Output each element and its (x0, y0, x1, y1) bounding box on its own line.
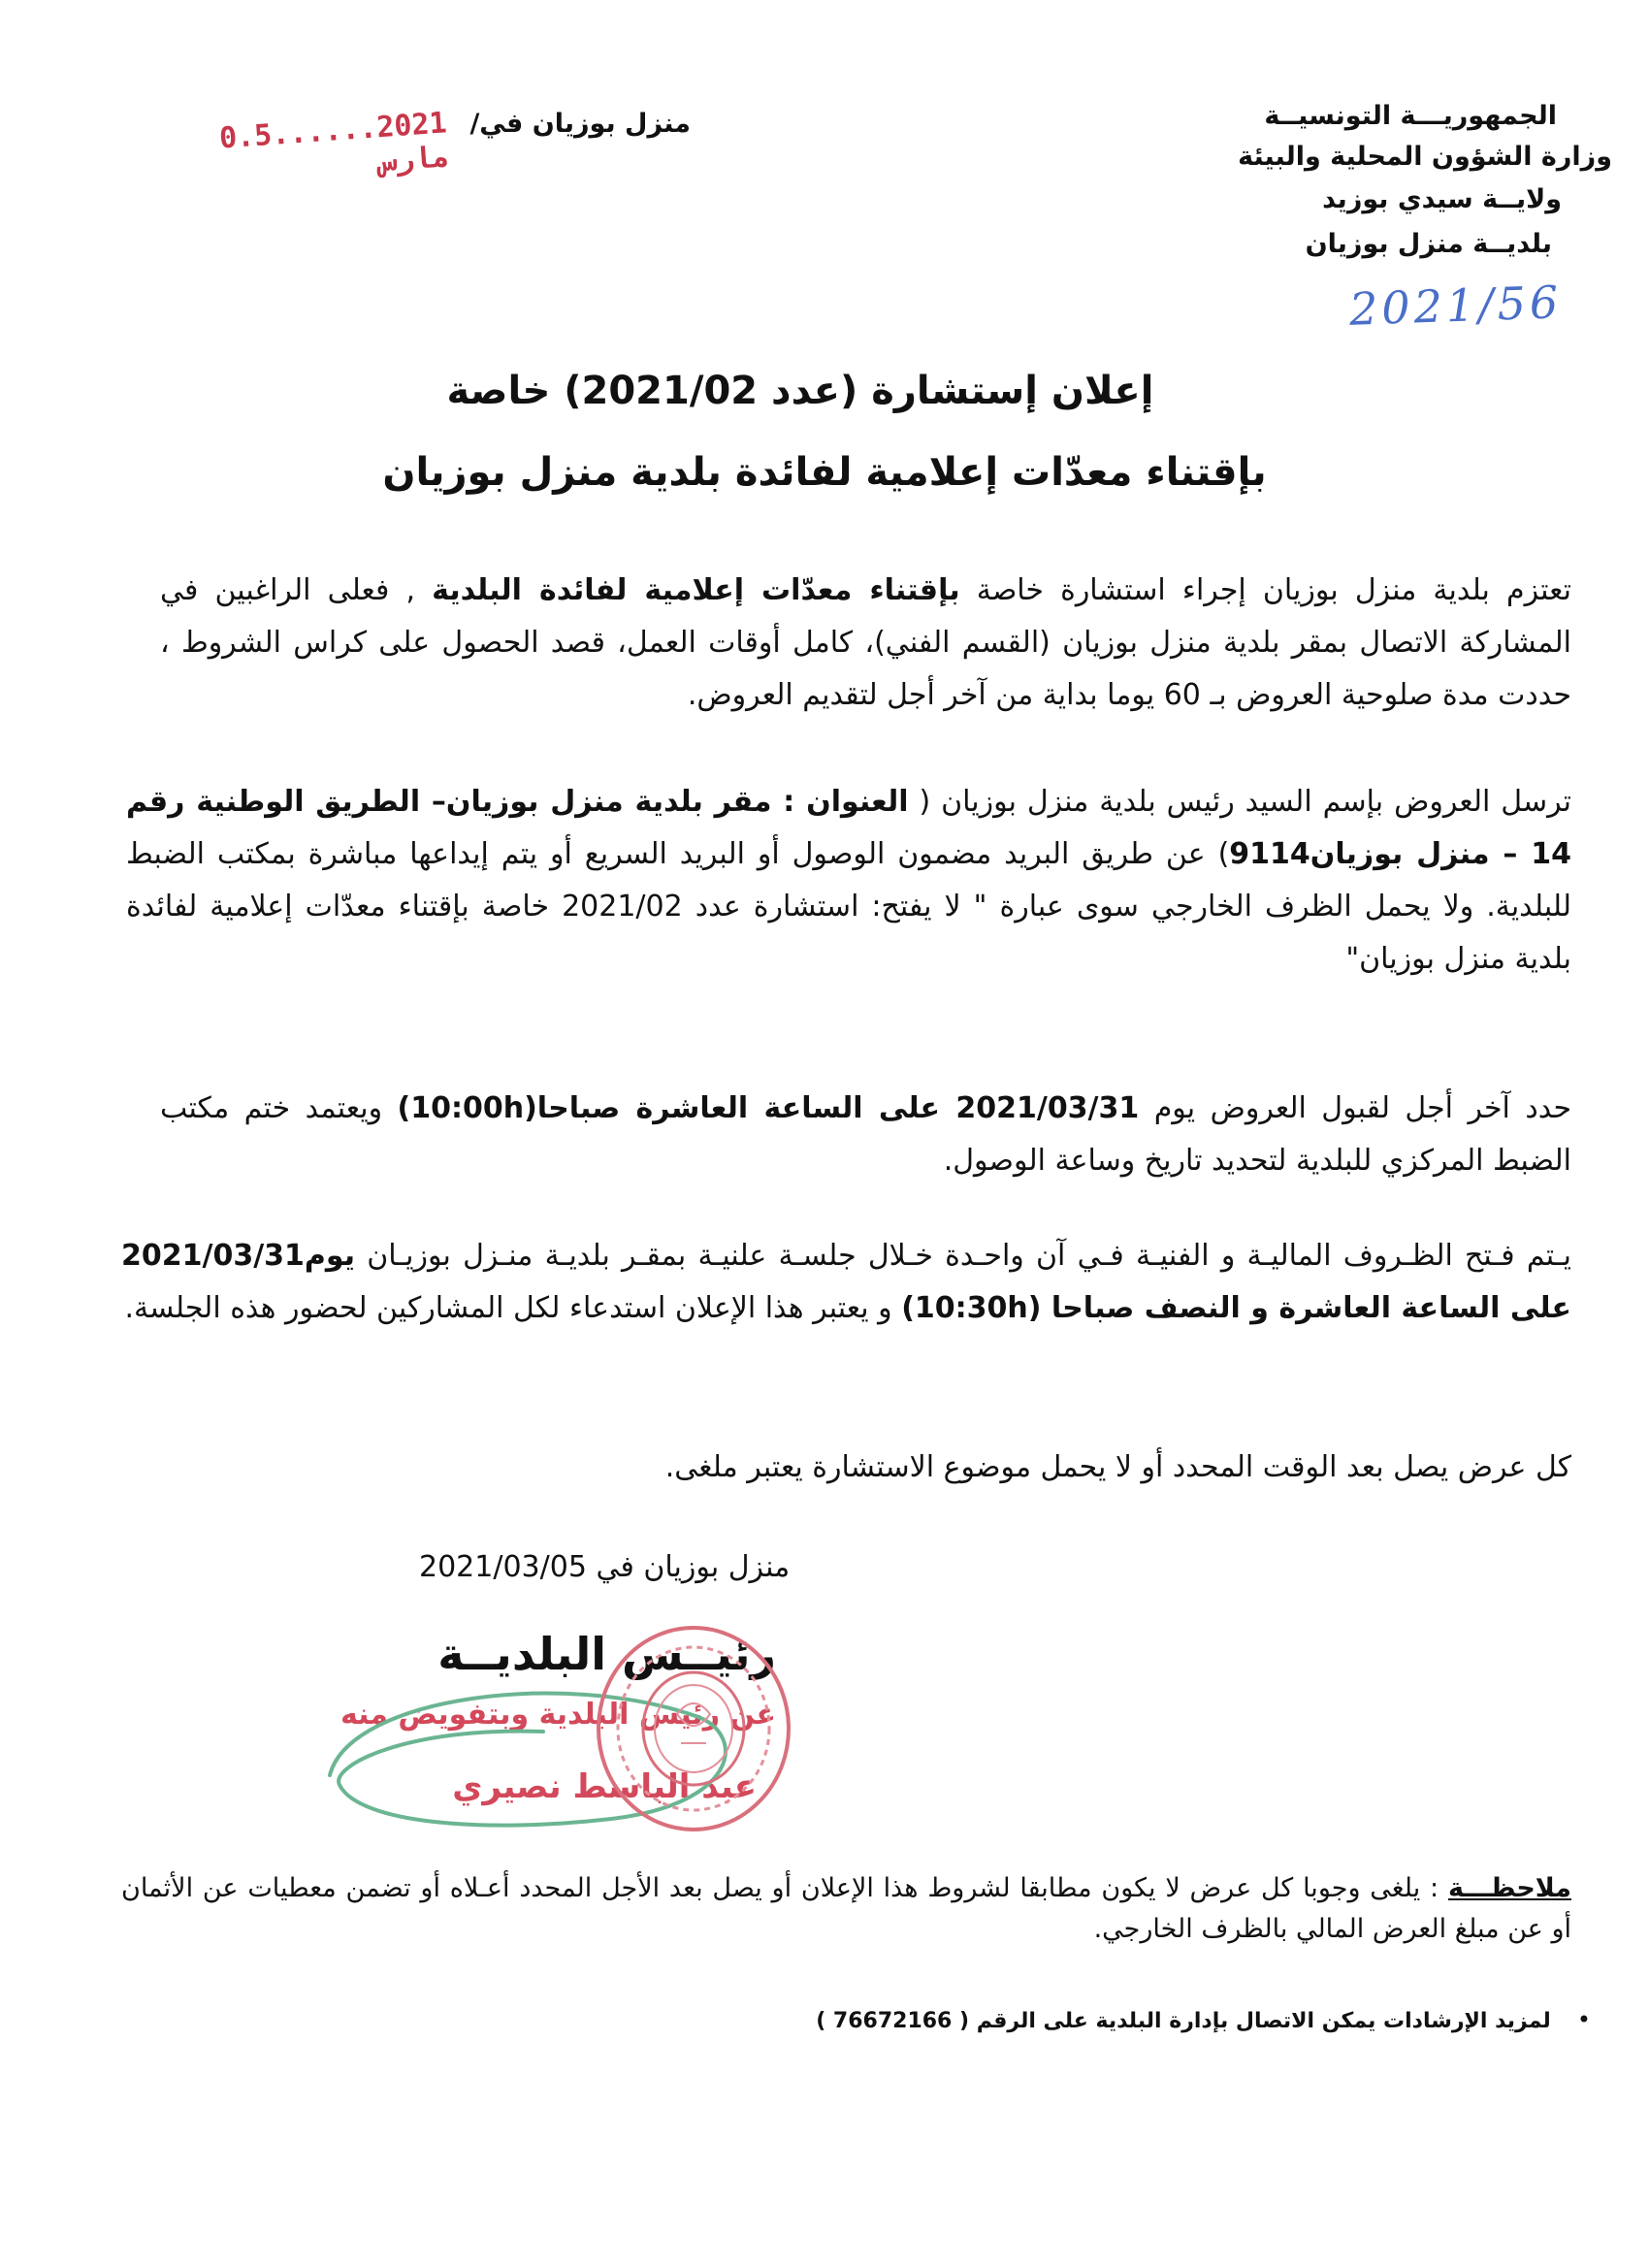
paragraph-3 (160, 1083, 1571, 1187)
p3-text-c: ويعتمد ختم مكتب الضبط المركزي للبلدية لتحديد تاريخ وساعة الوصول. (160, 1091, 1571, 1178)
place-date-label: منزل بوزيان في/ (469, 109, 691, 139)
contact-text: لمزيد الإرشادات يمكن الاتصال بإدارة البلدية على الرقم ( 76672166 ) (816, 2009, 1551, 2033)
p1-bold: بإقتناء معدّات إعلامية لفائدة البلدية (432, 573, 960, 607)
paragraph-1 (160, 565, 1571, 722)
paragraph-2 (126, 776, 1571, 986)
p4-text-a: يـتم فـتح الظـروف الماليـة و الفنيـة فـي آن واحـدة خـلال جلسـة علنيـة بمقـر بلديـة منـزل بوزيـان (354, 1239, 1571, 1273)
received-date-stamp: 2021......0.5 مارس (218, 106, 451, 179)
bullet-dot: • (1576, 2006, 1591, 2033)
note-label: ملاحظـــة (1447, 1873, 1571, 1903)
paragraph-4 (121, 1230, 1571, 1335)
signatory-name: عبد الباسط نصيري (452, 1767, 757, 1806)
ministry-line: وزارة الشؤون المحلية والبيئة (1238, 142, 1612, 172)
p4-bold-opening: يوم2021/03/31 على الساعة العاشرة و النصف صباحا (10:30h) (121, 1239, 1571, 1325)
p3-bold-deadline: 2021/03/31 على الساعة العاشرة صباحا(10:00h) (397, 1091, 1140, 1125)
contact-bullet (816, 2006, 1591, 2033)
official-seal (592, 1622, 795, 1835)
note-text: : يلغى وجوبا كل عرض لا يكون مطابقا لشروط هذا الإعلان أو يصل بعد الأجل المحدد أعـلاه أو تضمن معطيات عن الأثمان أو عن مبلغ العرض المالي بالظرف الخارجي. (121, 1873, 1571, 1944)
governorate-line: ولايــة سيدي بوزيد (1322, 184, 1562, 214)
paragraph-5: كل عرض يصل بعد الوقت المحدد أو لا يحمل موضوع الاستشارة يعتبر ملغى. (664, 1450, 1571, 1484)
republic-line: الجمهوريـــة التونسيــة (1264, 101, 1557, 131)
title-line-1: إعلان إستشارة (عدد 2021/02) خاصة (446, 369, 1154, 413)
p2-text-a: ترسل العروض بإسم السيد رئيس بلدية منزل بوزيان ( (908, 785, 1571, 819)
p2-bold-address: العنوان : مقر بلدية منزل بوزيان– الطريق الوطنية رقم 14 – منزل بوزيان9114 (126, 785, 1571, 871)
handwritten-reference: 2021/56 (1348, 275, 1563, 336)
delegation-line: عن رئيس البلدية وبتفويض منه (340, 1698, 776, 1732)
p3-text-a: حدد آخر أجل لقبول العروض يوم (1139, 1091, 1571, 1125)
p1-text-c: , فعلى الراغبين في المشاركة الاتصال بمقر بلدية منزل بوزيان (القسم الفني)، كامل أوقات العمل، قصد الحصول على كراس الشروط ، حددت مدة صلوحية العروض بـ 60 يوما بداية من آخر أجل لتقديم العروض. (160, 573, 1571, 712)
p4-text-c: و يعتبر هذا الإعلان استدعاء لكل المشاركين لحضور هذه الجلسة. (124, 1291, 902, 1325)
p2-text-c: ) عن طريق البريد مضمون الوصول أو البريد السريع أو يتم إيداعها مباشرة بمكتب الضبط للبلدية. ولا يحمل الظرف الخارجي سوى عبارة " لا يفتح: استشارة عدد 2021/02 خاصة بإقتناء معدّات إعلامية لفائدة بلدية منزل بوزيان" (126, 837, 1571, 976)
signing-place-date: منزل بوزيان في 2021/03/05 (419, 1550, 791, 1584)
note-block (121, 1868, 1571, 1950)
municipality-line: بلديــة منزل بوزيان (1305, 229, 1552, 259)
mayor-title: رئيــس البلديــة (437, 1628, 776, 1680)
place-date (206, 97, 691, 179)
p1-text-a: تعتزم بلدية منزل بوزيان إجراء استشارة خاصة (959, 573, 1572, 607)
title-line-2: بإقتناء معدّات إعلامية لفائدة بلدية منزل بوزيان (382, 450, 1267, 495)
